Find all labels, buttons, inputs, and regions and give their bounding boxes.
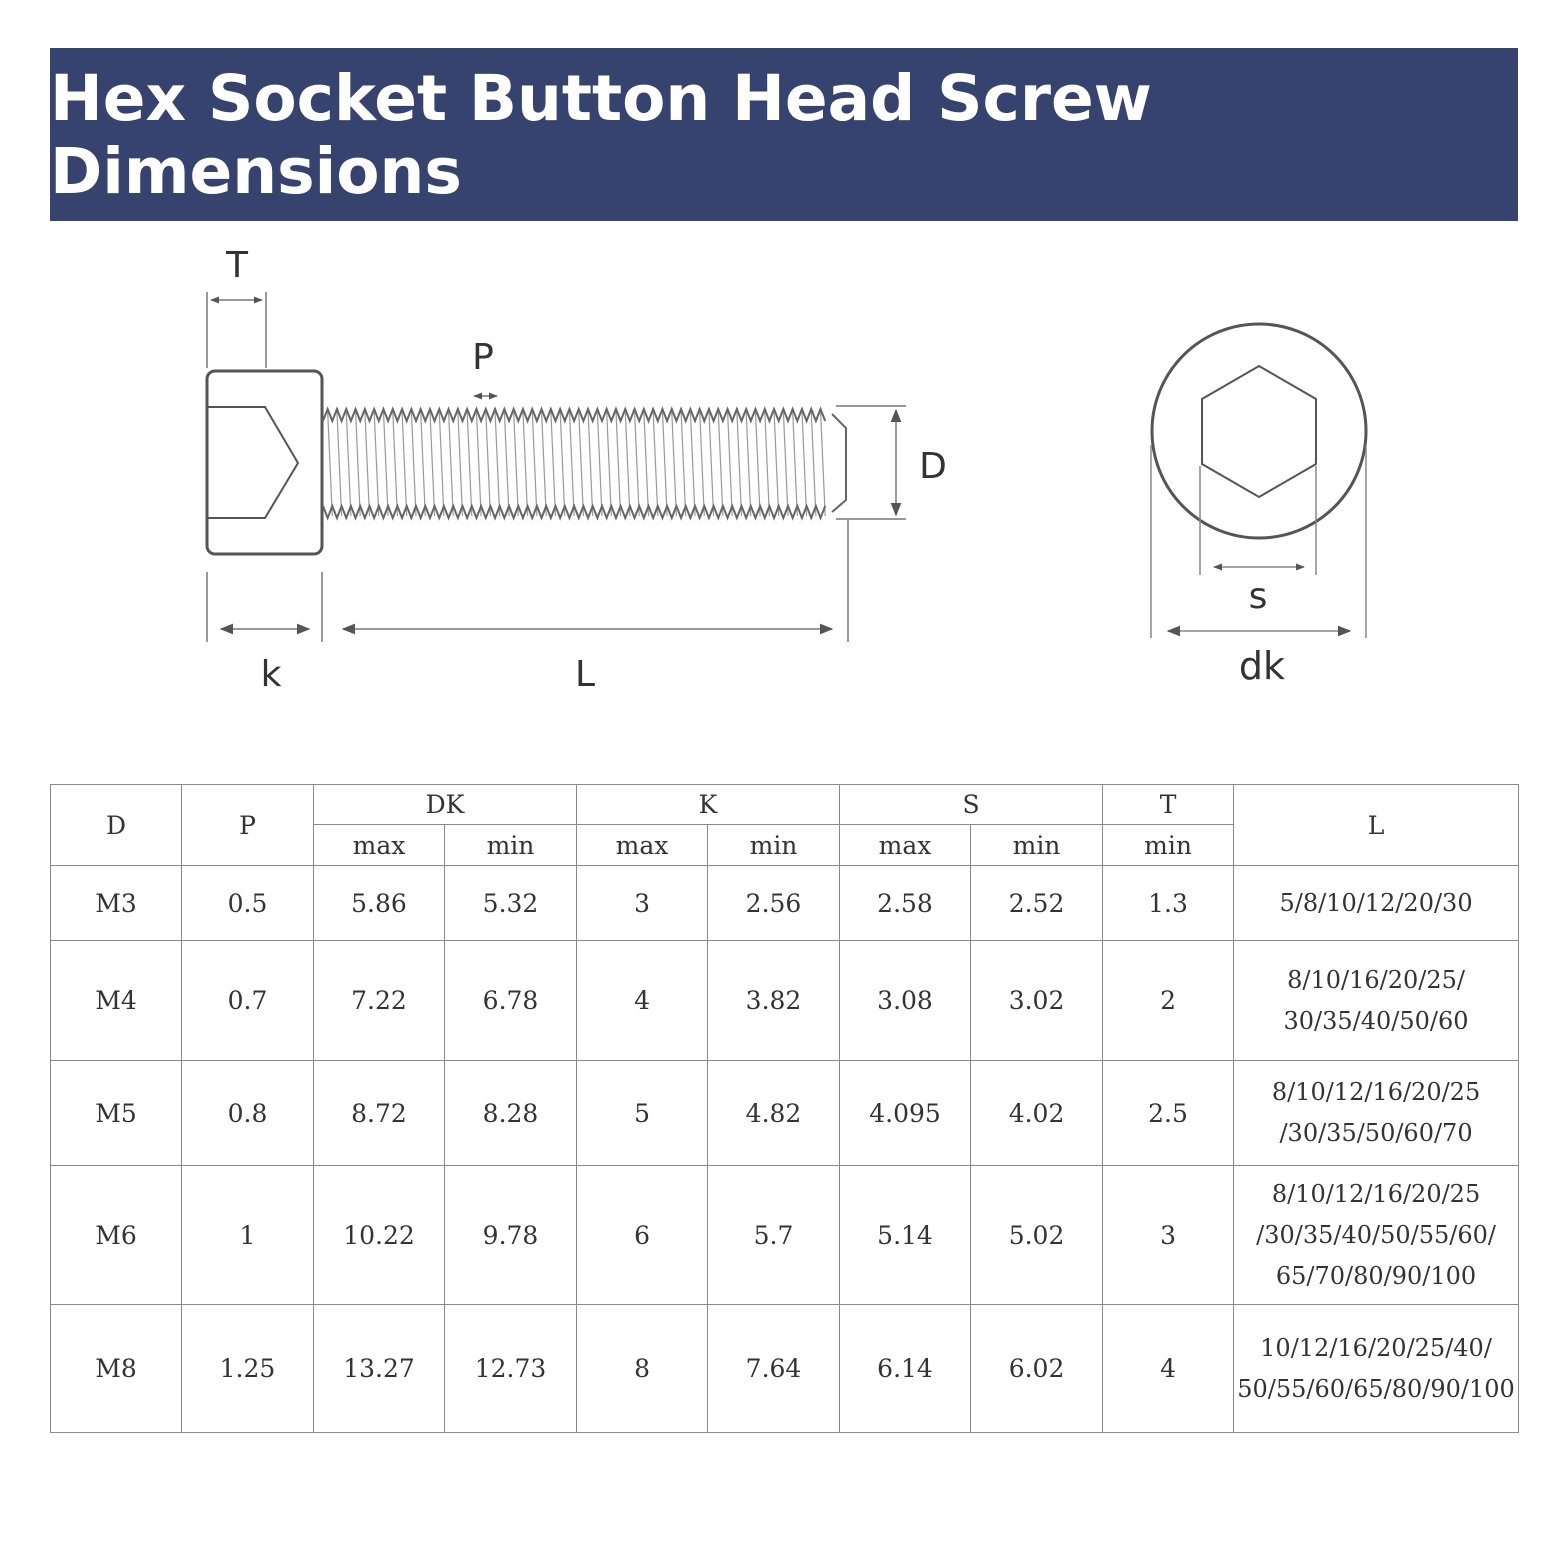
cell-p: 0.5 — [182, 866, 314, 941]
header-P: P — [182, 785, 314, 866]
header-L: L — [1234, 785, 1519, 866]
label-T: T — [226, 245, 248, 286]
cell-s-max: 3.08 — [840, 941, 971, 1061]
label-P: P — [472, 337, 494, 378]
table-row — [51, 1061, 1519, 1166]
dimensions-table — [50, 784, 1519, 1433]
cell-dk-max: 10.22 — [314, 1166, 445, 1305]
cell-k-max: 3 — [577, 866, 708, 941]
cell-s-min: 6.02 — [971, 1305, 1103, 1433]
screw-drawing — [0, 230, 1568, 720]
cell-lengths: 8/10/16/20/25/ 30/35/40/50/60 — [1234, 941, 1519, 1061]
title-banner — [50, 48, 1518, 221]
cell-lengths: 10/12/16/20/25/40/ 50/55/60/65/80/90/100 — [1234, 1305, 1519, 1433]
subheader-s-max: max — [840, 825, 971, 866]
cell-d: M8 — [51, 1305, 182, 1433]
cell-k-min: 4.82 — [708, 1061, 840, 1166]
header-DK: DK — [314, 785, 577, 825]
cell-d: M3 — [51, 866, 182, 941]
table-row — [51, 866, 1519, 941]
cell-dk-min: 8.28 — [445, 1061, 577, 1166]
cell-dk-min: 5.32 — [445, 866, 577, 941]
header-K: K — [577, 785, 840, 825]
cell-dk-max: 8.72 — [314, 1061, 445, 1166]
cell-t-min: 1.3 — [1103, 866, 1234, 941]
page-title: Hex Socket Button Head Screw Dimensions — [50, 61, 1152, 208]
cell-s-min: 5.02 — [971, 1166, 1103, 1305]
table-row — [51, 941, 1519, 1061]
cell-dk-min: 9.78 — [445, 1166, 577, 1305]
dimension-lines — [207, 292, 906, 642]
cell-t-min: 2 — [1103, 941, 1234, 1061]
subheader-dk-min: min — [445, 825, 577, 866]
screw-thread — [323, 409, 846, 518]
cell-lengths: 8/10/12/16/20/25 /30/35/50/60/70 — [1234, 1061, 1519, 1166]
cell-d: M4 — [51, 941, 182, 1061]
table-row — [51, 1305, 1519, 1433]
cell-s-max: 2.58 — [840, 866, 971, 941]
cell-t-min: 3 — [1103, 1166, 1234, 1305]
cell-s-min: 4.02 — [971, 1061, 1103, 1166]
cell-s-min: 3.02 — [971, 941, 1103, 1061]
label-s: s — [1248, 576, 1268, 617]
cell-d: M5 — [51, 1061, 182, 1166]
cell-p: 1.25 — [182, 1305, 314, 1433]
subheader-s-min: min — [971, 825, 1103, 866]
cell-dk-min: 6.78 — [445, 941, 577, 1061]
subheader-k-max: max — [577, 825, 708, 866]
cell-dk-max: 5.86 — [314, 866, 445, 941]
cell-s-min: 2.52 — [971, 866, 1103, 941]
cell-k-min: 3.82 — [708, 941, 840, 1061]
header-S: S — [840, 785, 1103, 825]
header-D: D — [51, 785, 182, 866]
cell-k-min: 2.56 — [708, 866, 840, 941]
cell-lengths: 5/8/10/12/20/30 — [1234, 866, 1519, 941]
subheader-k-min: min — [708, 825, 840, 866]
header-T: T — [1103, 785, 1234, 825]
label-dk: dk — [1238, 644, 1286, 688]
cell-s-max: 6.14 — [840, 1305, 971, 1433]
cell-p: 0.7 — [182, 941, 314, 1061]
cell-k-max: 8 — [577, 1305, 708, 1433]
table-row — [51, 1166, 1519, 1305]
cell-t-min: 2.5 — [1103, 1061, 1234, 1166]
cell-k-max: 4 — [577, 941, 708, 1061]
cell-k-max: 5 — [577, 1061, 708, 1166]
cell-k-max: 6 — [577, 1166, 708, 1305]
subheader-t-min: min — [1103, 825, 1234, 866]
cell-lengths: 8/10/12/16/20/25 /30/35/40/50/55/60/ 65/70/80/90/100 — [1234, 1166, 1519, 1305]
cell-dk-max: 13.27 — [314, 1305, 445, 1433]
cell-d: M6 — [51, 1166, 182, 1305]
cell-s-max: 5.14 — [840, 1166, 971, 1305]
subheader-dk-max: max — [314, 825, 445, 866]
cell-p: 1 — [182, 1166, 314, 1305]
screw-diagram-svg — [0, 230, 1568, 720]
cell-p: 0.8 — [182, 1061, 314, 1166]
cell-s-max: 4.095 — [840, 1061, 971, 1166]
label-D: D — [919, 446, 947, 487]
cell-k-min: 5.7 — [708, 1166, 840, 1305]
screw-head — [207, 371, 322, 554]
label-L: L — [574, 654, 596, 695]
table-header-row — [51, 785, 1519, 825]
cell-t-min: 4 — [1103, 1305, 1234, 1433]
label-k: k — [260, 654, 282, 695]
cell-k-min: 7.64 — [708, 1305, 840, 1433]
cell-dk-min: 12.73 — [445, 1305, 577, 1433]
cell-dk-max: 7.22 — [314, 941, 445, 1061]
